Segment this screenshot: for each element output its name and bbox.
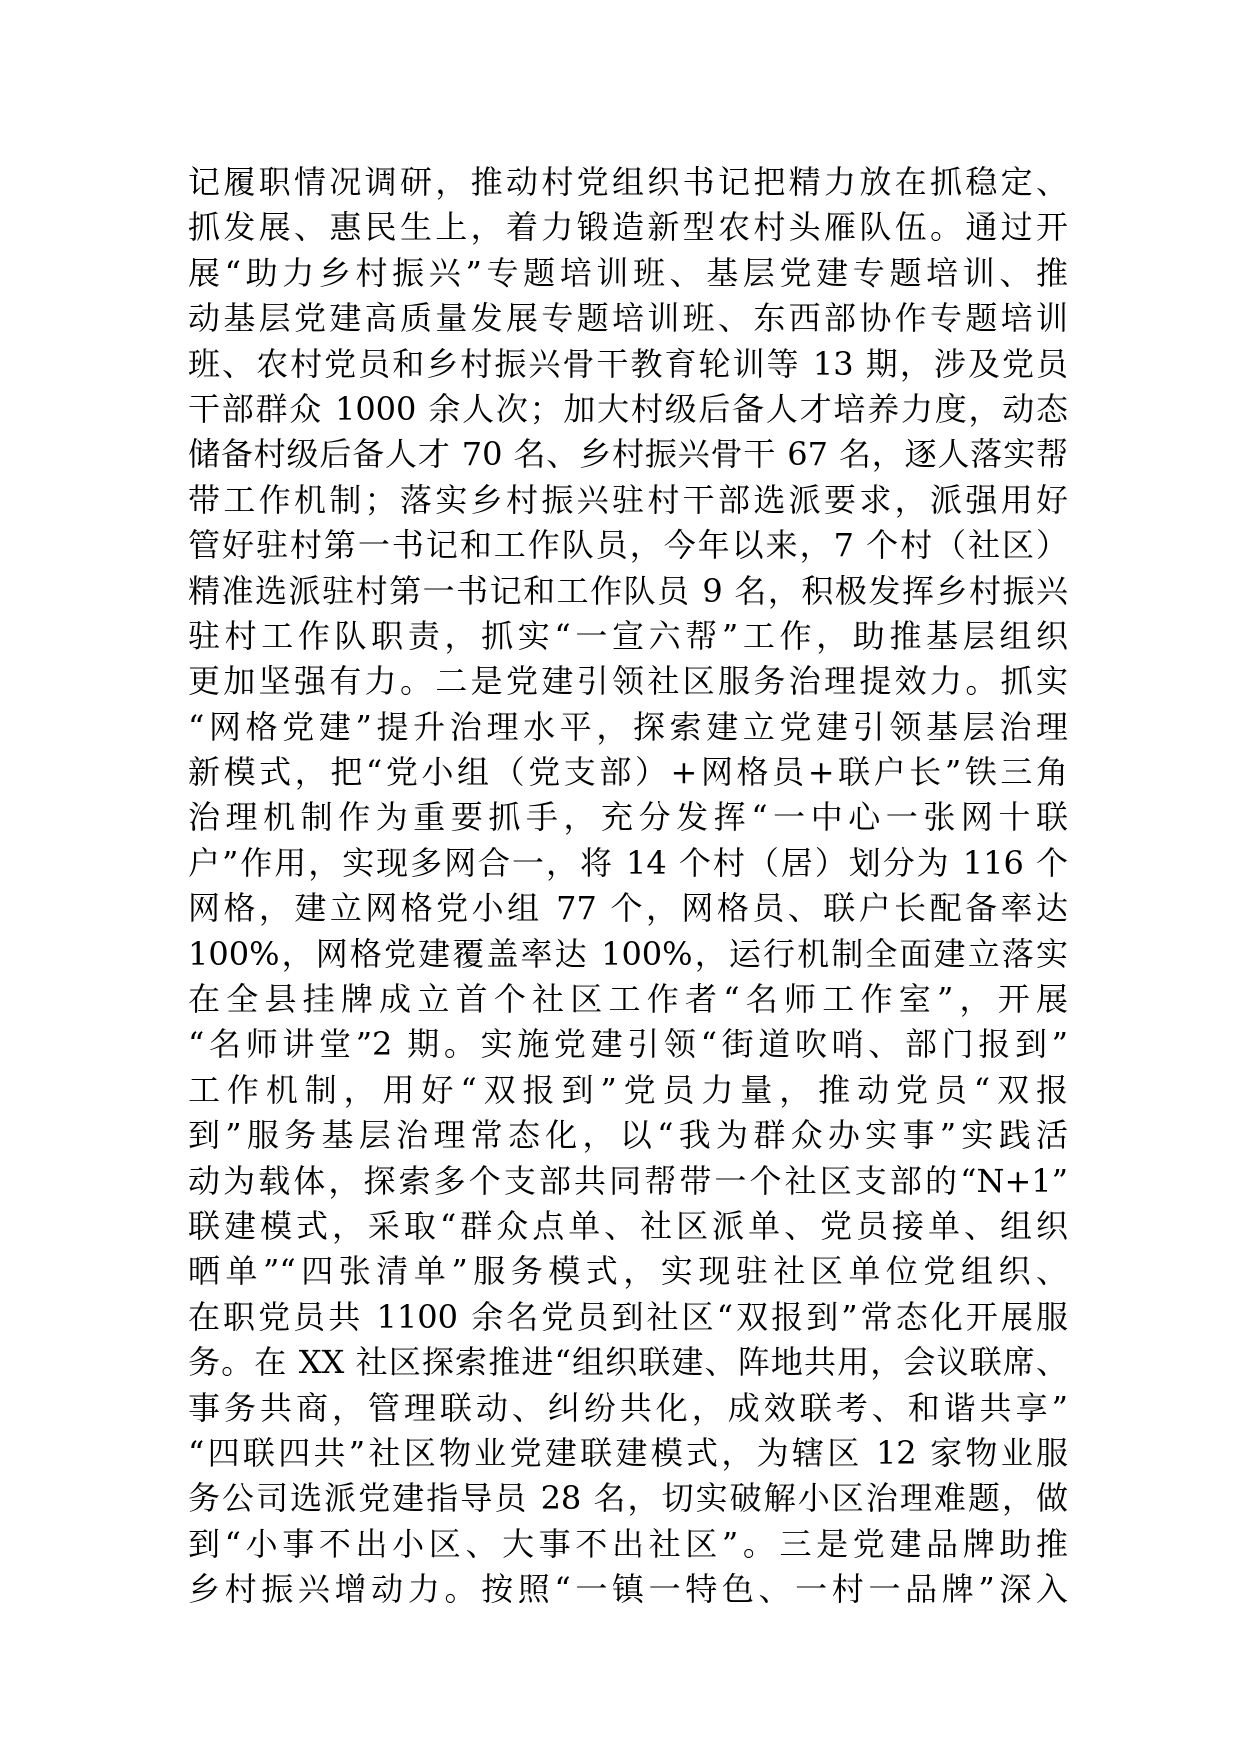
text-line: 记履职情况调研，推动村党组织书记把精力放在抓稳定、 [188, 163, 1068, 201]
text-line: 到“小事不出小区、大事不出社区”。三是党建品牌助推 [188, 1524, 1068, 1563]
text-line: 治理机制作为重要抓手，充分发挥“一中心一张网十联 [188, 798, 1068, 837]
text-line: “四联四共”社区物业党建联建模式，为辖区 12 家物业服 [188, 1433, 1068, 1472]
text-line: 抓发展、惠民生上，着力锻造新型农村头雁队伍。通过开 [188, 208, 1068, 247]
text-line: 展“助力乡村振兴”专题培训班、基层党建专题培训、推 [188, 253, 1068, 292]
text-line: 管好驻村第一书记和工作队员，今年以来，7 个村（社区） [188, 526, 1068, 565]
text-line: “网格党建”提升治理水平，探索建立党建引领基层治理 [188, 707, 1068, 746]
text-line: 到”服务基层治理常态化，以“我为群众办实事”实践活 [188, 1116, 1068, 1155]
text-line: 务公司选派党建指导员 28 名，切实破解小区治理难题，做 [188, 1479, 1068, 1518]
text-line: 100%，网格党建覆盖率达 100%，运行机制全面建立落实 [188, 934, 1068, 973]
text-line: 晒单”“四张清单”服务模式，实现驻社区单位党组织、 [188, 1252, 1068, 1291]
text-line: 动基层党建高质量发展专题培训班、东西部协作专题培训 [188, 299, 1068, 338]
text-line: 精准选派驻村第一书记和工作队员 9 名，积极发挥乡村振兴 [188, 571, 1068, 610]
text-line: 工作机制，用好“双报到”党员力量，推动党员“双报 [188, 1070, 1068, 1109]
text-line: 带工作机制；落实乡村振兴驻村干部选派要求，派强用好 [188, 480, 1068, 519]
text-line: 驻村工作队职责，抓实“一宣六帮”工作，助推基层组织 [188, 616, 1068, 655]
text-line: 班、农村党员和乡村振兴骨干教育轮训等 13 期，涉及党员 [188, 344, 1068, 383]
text-line: 干部群众 1000 余人次；加大村级后备人才培养力度，动态 [188, 389, 1068, 428]
text-line: “名师讲堂”2 期。实施党建引领“街道吹哨、部门报到” [188, 1025, 1068, 1064]
text-line: 更加坚强有力。二是党建引领社区服务治理提效力。抓实 [188, 662, 1068, 701]
text-line: 新模式，把“党小组（党支部）+网格员+联户长”铁三角 [188, 753, 1068, 792]
body-paragraph [188, 160, 1068, 1613]
text-line: 网格，建立网格党小组 77 个，网格员、联户长配备率达 [188, 889, 1068, 928]
text-line: 在职党员共 1100 余名党员到社区“双报到”常态化开展服 [188, 1297, 1068, 1336]
text-line: 户”作用，实现多网合一，将 14 个村（居）划分为 116 个 [188, 843, 1068, 882]
text-line: 在全县挂牌成立首个社区工作者“名师工作室”，开展 [188, 980, 1068, 1019]
text-line: 动为载体，探索多个支部共同帮带一个社区支部的“N+1” [188, 1161, 1068, 1200]
text-line: 联建模式，采取“群众点单、社区派单、党员接单、组织 [188, 1206, 1068, 1245]
text-line: 储备村级后备人才 70 名、乡村振兴骨干 67 名，逐人落实帮 [188, 435, 1068, 474]
text-line: 事务共商，管理联动、纠纷共化，成效联考、和谐共享” [188, 1388, 1068, 1427]
text-line: 乡村振兴增动力。按照“一镇一特色、一村一品牌”深入 [188, 1570, 1068, 1609]
text-line: 务。在 XX 社区探索推进“组织联建、阵地共用，会议联席、 [188, 1343, 1068, 1382]
